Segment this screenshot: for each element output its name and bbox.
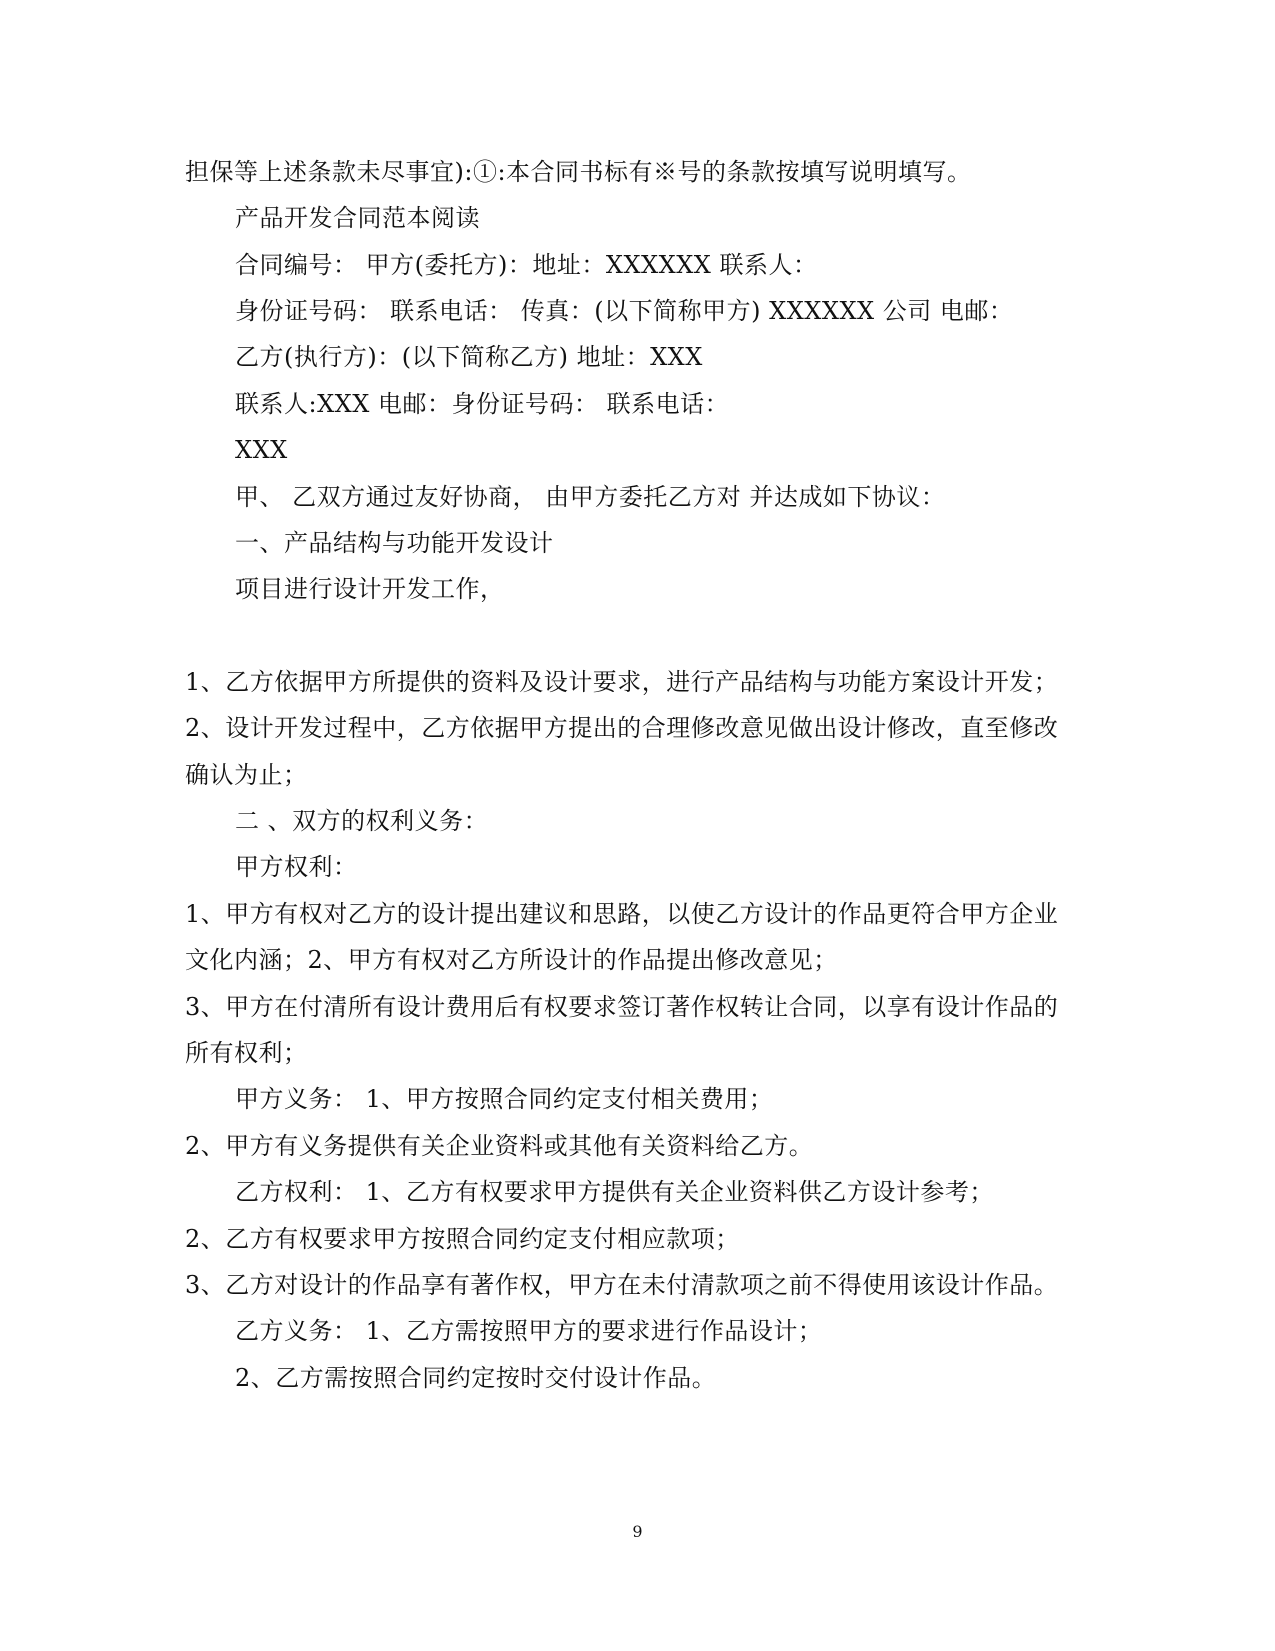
text-line: 3、乙方对设计的作品享有著作权，甲方在未付清款项之前不得使用该设计作品。 [185, 1271, 1059, 1299]
text-line: 2、乙方需按照合同约定按时交付设计作品。 [235, 1364, 717, 1392]
text-line: 文化内涵；2、甲方有权对乙方所设计的作品提出修改意见； [185, 946, 838, 974]
text-line: 甲方权利： [235, 853, 358, 881]
text-line: 合同编号： 甲方(委托方)：地址：XXXXXX 联系人： [235, 251, 818, 279]
text-line: 2、甲方有义务提供有关企业资料或其他有关资料给乙方。 [185, 1132, 814, 1160]
text-line: 3、甲方在付清所有设计费用后有权要求签订著作权转让合同，以享有设计作品的 [185, 993, 1059, 1021]
section-heading: 二 、双方的权利义务： [235, 807, 489, 835]
section-heading: 一、产品结构与功能开发设计 [235, 529, 554, 557]
page-number: 9 [632, 1522, 643, 1541]
text-line: 确认为止； [185, 761, 308, 789]
text-line: 联系人:XXX 电邮：身份证号码： 联系电话： [235, 390, 730, 418]
text-line: 项目进行设计开发工作， [235, 575, 505, 603]
text-line: 担保等上述条款未尽事宜):①:本合同书标有※号的条款按填写说明填写。 [185, 158, 972, 186]
text-line: 2、设计开发过程中，乙方依据甲方提出的合理修改意见做出设计修改，直至修改 [185, 714, 1059, 742]
text-line: 乙方义务： 1、乙方需按照甲方的要求进行作品设计； [235, 1317, 823, 1345]
text-line: 1、乙方依据甲方所提供的资料及设计要求，进行产品结构与功能方案设计开发； [185, 668, 1059, 696]
text-line: 甲方义务： 1、甲方按照合同约定支付相关费用； [235, 1085, 774, 1113]
text-line: 2、乙方有权要求甲方按照合同约定支付相应款项； [185, 1225, 740, 1253]
text-line: 1、甲方有权对乙方的设计提出建议和思路，以使乙方设计的作品更符合甲方企业 [185, 900, 1059, 928]
section-title: 产品开发合同范本阅读 [235, 204, 480, 232]
text-line: 甲、 乙双方通过友好协商， 由甲方委托乙方对 并达成如下协议： [235, 483, 946, 511]
text-line: 乙方权利： 1、乙方有权要求甲方提供有关企业资料供乙方设计参考； [235, 1178, 994, 1206]
text-line: 身份证号码： 联系电话： 传真：(以下简称甲方) XXXXXX 公司 电邮： [235, 297, 1014, 325]
text-line: 乙方(执行方)：(以下简称乙方) 地址：XXX [235, 343, 703, 371]
text-line: 所有权利； [185, 1039, 308, 1067]
text-line: XXX [235, 436, 288, 464]
